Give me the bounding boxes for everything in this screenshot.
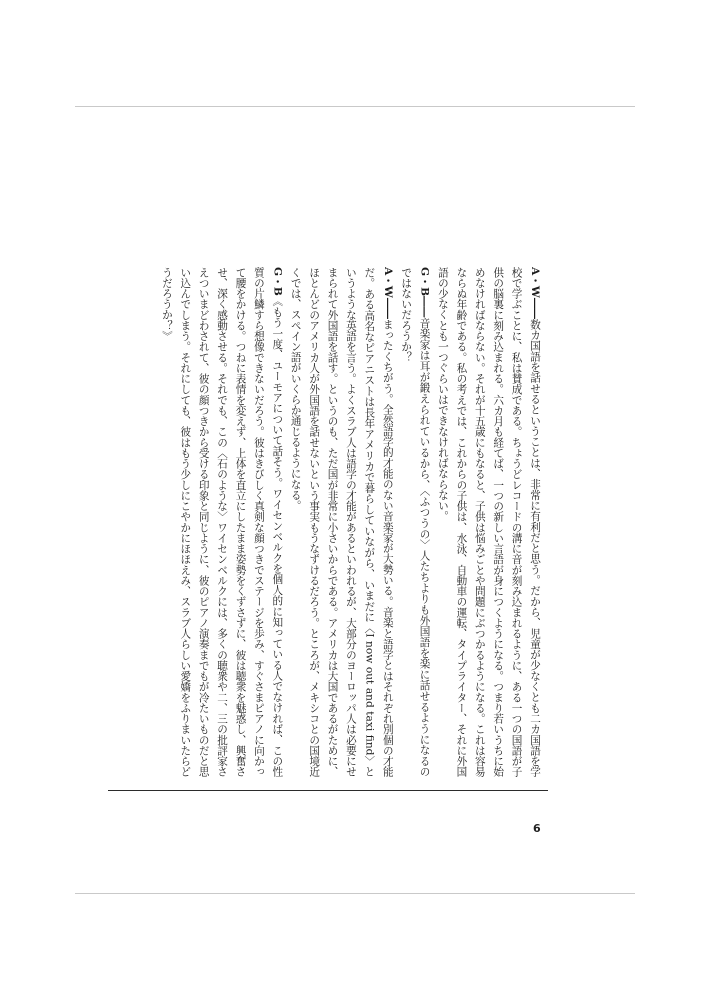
paragraph-text: 《もう一度、ユーモアについて話そう。ワイセンベルクを個人的に知っている人でなければ、この性質の片鱗すら想像できないだろう。彼はきびしく真剣な顔つきでステージを歩み、すぐさまピアノに向かって腰をかける。つねに表情を変えず、上体を直立にしたまま姿勢をくずさずに、彼は聴衆を魅惑し、興奮させ、深く感動させる。それでも、この〈石のような〉ワイセンベルクには、多くの聴衆や二、三の批評家さえついまどわされて、彼の顔つきから受ける印象と同じように、彼のピアノ演奏までもが冷たいものだと思い込んでしまう。それにしても、彼はもう少しにこやかにほほえみ、スラブ人らしい愛嬌をふりまいたらどうだろうか？》 xyxy=(160,267,284,777)
paragraph-4 xyxy=(157,267,286,777)
paragraph-3 xyxy=(286,267,396,777)
paragraph-text: 音楽家は耳が鍛えられているから、〈ふつうの〉人たちよりも外国語を楽に話せるようになるのではないだろうか？ xyxy=(400,267,431,777)
paragraph-text: まったくちがう。全然語学的才能のない音楽家が大勢いる。音楽と語学とはそれぞれ別個の才能だ。ある高名なピアニストは長年アメリカで暮らしていながら、いまだに〈I now out and taxi find〉というような英語を言う。よくスラブ人は語学の才能があるといわれるが、大部分のヨーロッパ人は必要にせまられて外国語を話す。というのも、ただ国が非常に小さいからである。アメリカは大国であるがために、ほとんどのアメリカ人が外国語を話せないという事実もうなずけるだろう。ところが、メキシコとの国境近くでは、スペイン語がいくらか通じるようになる。 xyxy=(289,267,394,777)
speaker-label: G・B―― xyxy=(418,267,431,318)
paragraph-text: 数カ国語を話せるということは、非常に有利だと思う。だから、児童が少なくとも二カ国語を学校で学ぶことに、私は賛成である。ちょうどレコードの溝に音が刻み込まれるように、ある一つの国語が子供の脳裏に刻み込まれる。六カ月も経てば、一つの新しい言語が身につくようになる。つまり若いうちに始めなければならない。それが十五歳にもなると、子供は悩みごとや問題にぶつかるようになる。これは容易ならぬ年齢である。私の考えでは、これからの子供は、水泳、自動車の運転、タイプライター、それに外国語の少なくとも一つぐらいはできなければならない。 xyxy=(436,267,541,777)
speaker-label: A・W―― xyxy=(529,267,541,320)
page-edge-bottom xyxy=(75,893,635,894)
speaker-label: A・W―― xyxy=(381,267,394,320)
page-edge-top xyxy=(75,106,635,107)
footer-rule xyxy=(108,790,548,791)
page-number: 6 xyxy=(533,822,541,835)
vertical-body-text xyxy=(84,267,544,777)
speaker-label: G・B xyxy=(271,267,284,296)
paragraph-2 xyxy=(397,267,434,777)
paragraph-1 xyxy=(434,267,544,777)
